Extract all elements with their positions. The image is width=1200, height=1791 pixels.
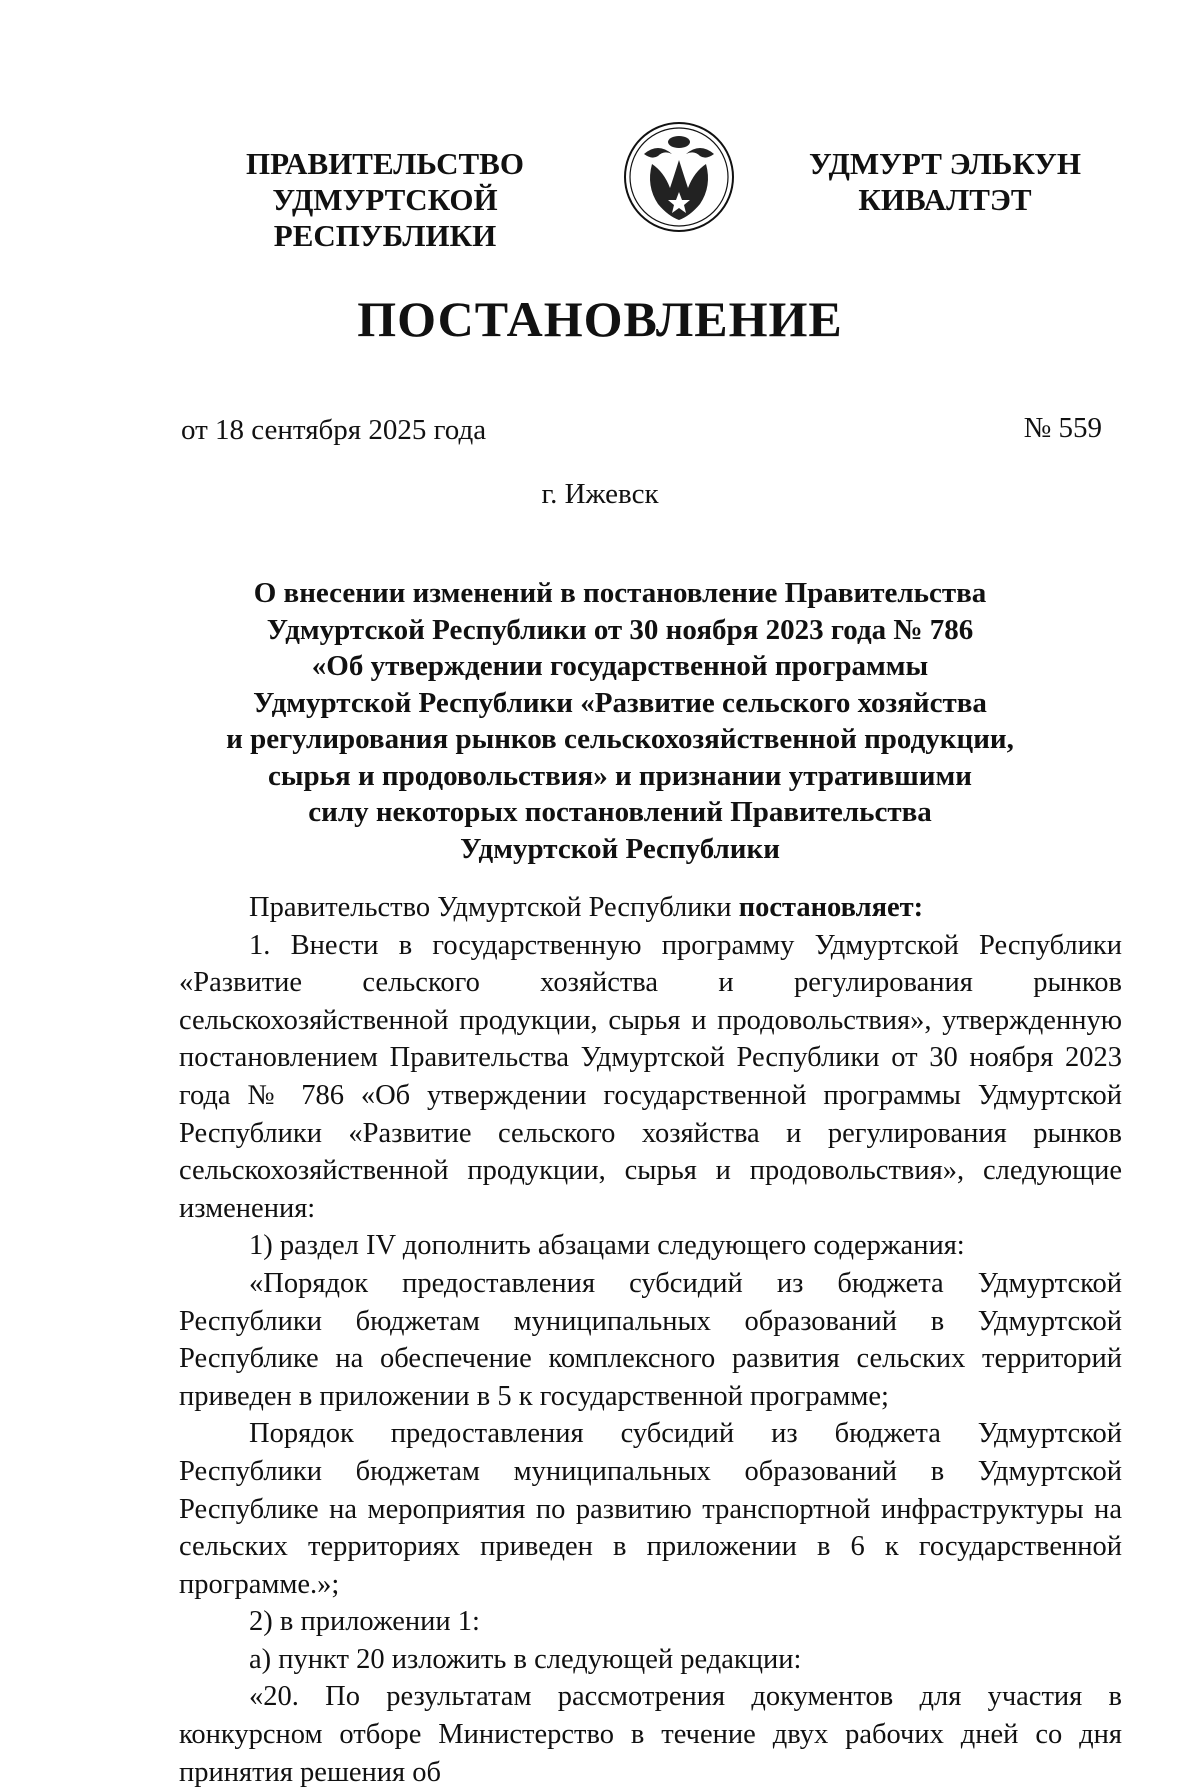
- body-paragraph: «20. По результатам рассмотрения документов для участия в конкурсном отборе Министерство в течение двух рабочих дней со дня принятия решения об: [179, 1681, 1122, 1788]
- subject-line: силу некоторых постановлений Правительства: [308, 796, 932, 828]
- subject-line: Удмуртской Республики от 30 ноября 2023 года № 786: [266, 613, 974, 646]
- body-paragraph: 2) в приложении 1:: [249, 1606, 480, 1638]
- subject-line: сырья и продовольствия» и признании утратившими: [268, 759, 972, 792]
- government-name-line2: УДМУРТСКОЙ РЕСПУБЛИКИ: [272, 182, 498, 253]
- body-paragraph: Порядок предоставления субсидий из бюджета Удмуртской Республики бюджетам муниципальных образований в Удмуртской Республике на мероприятия по развитию транспортной инфраструктуры на сельских территориях приведен в приложении в 6 к государственной программе.»;: [179, 1418, 1122, 1600]
- subject-line: и регулирования рынков сельскохозяйственной продукции,: [226, 723, 1014, 755]
- body-intro: [179, 889, 1122, 927]
- document-number: № 559: [1023, 412, 1102, 444]
- body-paragraph: а) пункт 20 изложить в следующей редакции:: [249, 1643, 802, 1675]
- government-name-udmurt: [790, 146, 1100, 218]
- body-paragraph: 1) раздел IV дополнить абзацами следующего содержания:: [249, 1230, 965, 1262]
- subject-line: Удмуртской Республики: [460, 832, 780, 865]
- intro-text: Правительство Удмуртской Республики: [249, 892, 739, 923]
- government-name-udmurt-line2: КИВАЛТЭТ: [858, 182, 1032, 217]
- body-paragraph: 1. Внести в государственную программу Удмуртской Республики «Развитие сельского хозяйства и регулирования рынков сельскохозяйственной продукции, сырья и продовольствия», утвержденную постановлением Правительства Удмуртской Республики от 30 ноября 2023 года № 786 «Об утверждении государственной программы Удмуртской Республики «Развитие сельского хозяйства и регулирования рынков сельскохозяйственной продукции, сырья и продовольствия», следующие изменения:: [179, 929, 1122, 1224]
- government-name-udmurt-line1: УДМУРТ ЭЛЬКУН: [808, 146, 1082, 181]
- coat-of-arms-emblem: [622, 120, 736, 234]
- document-subject: [200, 575, 1040, 867]
- subject-line: О внесении изменений в постановление Правительства: [253, 577, 987, 609]
- document-type-title: ПОСТАНОВЛЕНИЕ: [357, 291, 843, 347]
- government-name-line1: ПРАВИТЕЛЬСТВО: [246, 146, 524, 181]
- body-paragraph: «Порядок предоставления субсидий из бюджета Удмуртской Республики бюджетам муниципальных образований в Удмуртской Республике на обеспечение комплексного развития сельских территорий приведен в приложении в 5 к государственной программе;: [179, 1267, 1122, 1412]
- government-name-russian: [170, 146, 600, 254]
- document-body: [179, 889, 1122, 1791]
- document-city: г. Ижевск: [541, 478, 659, 510]
- subject-line: «Об утверждении государственной программы: [311, 650, 929, 682]
- document-date: от 18 сентября 2025 года: [181, 414, 487, 446]
- intro-verb: постановляет:: [738, 892, 924, 923]
- subject-line: Удмуртской Республики «Развитие сельского хозяйства: [253, 686, 987, 719]
